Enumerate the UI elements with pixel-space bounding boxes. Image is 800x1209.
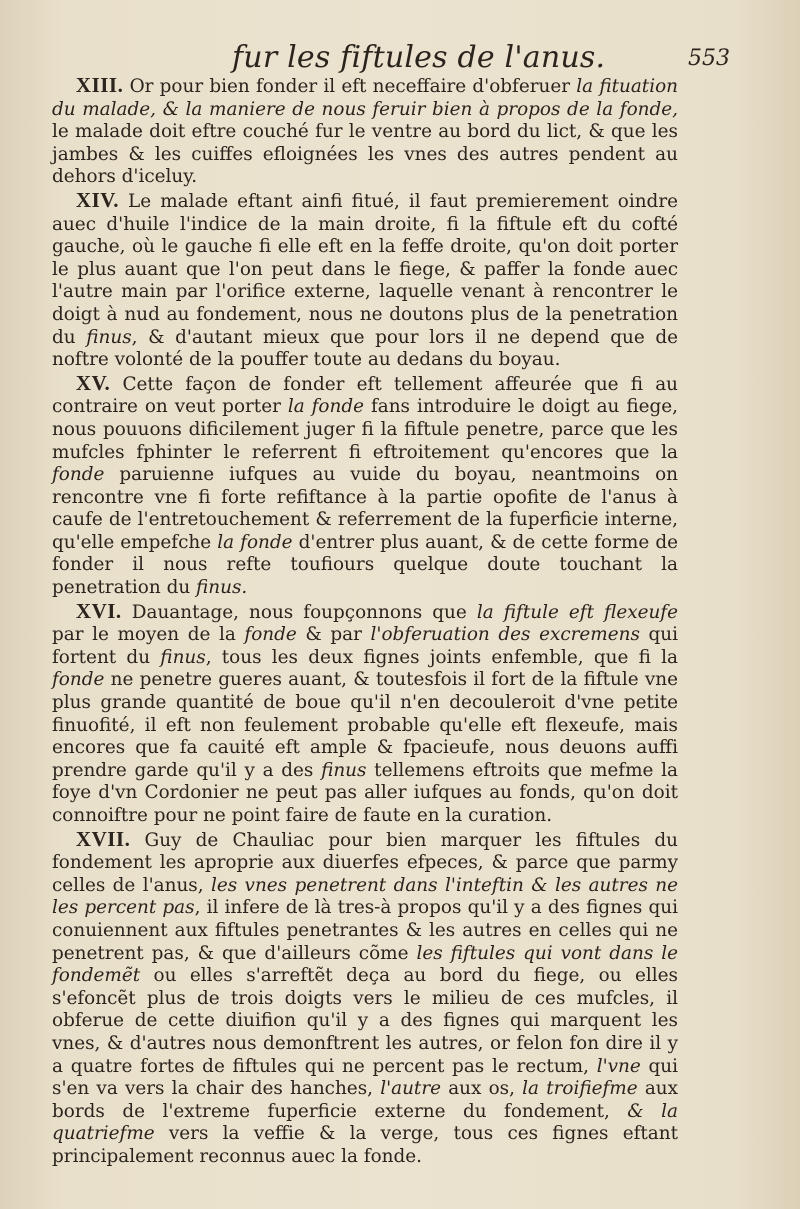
text-run: fans introduire le doigt au fiege, nous pouuons dificilement juger fi la fiftule penetre, parce que les mufcles fphinter le referrent fi eftroitement qu'encores que la [52,396,678,463]
italic-text: finus [321,759,367,781]
italic-text: l'obferuation des excremens [370,624,640,646]
text-run: Dauantage, nous foupçonnons que [121,601,477,623]
text-run: Or pour bien fonder il eft neceffaire d'obferuer [123,76,577,97]
text-run: Cette façon de fonder eft tellement affeurée que fi au contraire on veut porter [52,373,678,418]
paragraph [52,600,678,828]
text-run: , [583,1055,597,1077]
paragraph-number: XV. [75,370,111,395]
italic-text: les vnes penetrent dans l'inteftin & les autres ne les percent pas [52,874,678,919]
text-run: tellemens eftroits que mefme la foye d'vn Cordonier ne peut pas aller iufques au fonds, qu'on doit connoiftre pour ne point faire de faute en la curation. [52,759,678,826]
paragraph-number: XIII. [75,73,124,97]
text-run: paruienne iufques au vuide du boyau, neantmoins on rencontre vne fi forte refiftance à la partie opofite de l'anus à caufe de l'entretouchement & referrement de la fuperficie interne, qu'elle empefche [52,464,678,553]
text-run: , il infere de là tres-à propos qu'il y a des fignes qui conuiennent aux fiftules penetrantes & les autres en celles qui ne penetrent pas, & que d'ailleurs cõme [52,897,679,964]
text-run: aux os, [441,1078,523,1100]
paragraph-number: XIV. [75,187,119,212]
text-run: Guy de Chauliac pour bien marquer les fiftules du fondement les aproprie aux diuerfes efpeces, & parce que parmy celles de l'anus, [52,829,678,896]
italic-text: l'autre [380,1078,441,1100]
italic-text: & la quatriefme [52,1100,678,1145]
page-number: 553 [688,46,730,71]
text-run: , tous les deux fignes joints enfemble, que fi la [205,646,678,668]
text-run: Le malade eftant ainfi fitué, il faut premierement oindre auec d'huile l'indice de la main droite, fi la fiftule eft du cofté gauche, où le gauche fi elle eft en la feffe droite, qu'on doit porter le plus auant que l'on peut dans le fiege, & paffer la fonde auec l'autre main par l'orifice externe, laquelle venant à rencontrer le doigt à nud au fondement, nous ne doutons plus de la penetration du [52,190,678,348]
paragraph [52,372,678,600]
paragraph [52,189,678,372]
text-run: qui s'en va vers la chair des hanches, [52,1055,678,1100]
text-run: ne penetre gueres auant, & toutesfois il fort de la fiftule vne plus grande quantité de boue qu'il n'en decouleroit d'vne petite finuofité, il eft non feulement probable qu'elle eft flexeufe, mais encores que fa cauité eft ample & fpacieufe, nous deuons auffi prendre garde qu'il y a des [52,669,678,781]
italic-text: fonde [244,624,297,646]
text-run: ou elles s'arreftẽt deça au bord du fiege, ou elles s'efoncẽt plus de trois doigts vers le milieu de ces mufcles, il obferue de cette diuifion qu'il y a des fignes qui marquent les vnes, & d'autres nous demonftrent les autres, or felon fon dire il y a quatre fortes de fiftules qui ne percent pas le [52,965,678,1077]
paragraph-number: XVII. [75,826,131,851]
italic-text: la fituation du malade, & la maniere de nous feruir bien à propos de la fonde, [52,76,678,120]
italic-text: finus. [196,577,248,599]
paragraph [52,828,678,1169]
text-run: d'entrer plus auant, & de cette forme de fonder il nous refte toufiours quelque doute touchant la penetration du [52,531,678,599]
italic-text: l'vne [596,1055,641,1077]
text-run: aux bords de l'extreme fuperficie externe du fondement, [52,1078,679,1122]
text-run: le malade doit eftre couché fur le ventre au bord du lict, & que les jambes & les cuiffes efloignées les vnes des autres pendent au dehors d'iceluy. [52,121,678,188]
text-run: par le moyen de la [52,624,245,646]
paragraph-number: XVI. [75,598,122,623]
italic-text: fonde [52,669,105,691]
text-run: & par [296,624,371,646]
text-run: , & d'autant mieux que pour lors il ne depend que de noftre volonté de la pouffer toute au dedans du boyau. [52,326,678,371]
body-text [52,74,678,1169]
running-head: fur les fiftules de l'anus. [232,40,606,75]
italic-text: la troifiefme [522,1078,638,1100]
text-run: rectum [516,1055,584,1077]
italic-text: la fonde [217,531,293,553]
paragraph [52,74,678,189]
italic-text: la fiftule eft flexeufe [476,601,678,623]
text-run: vers la veffie & la verge, tous ces fignes eftant principalement reconnus auec la fonde. [52,1123,678,1167]
italic-text: fonde [52,464,105,486]
italic-text: les fiftules qui vont dans le fondemẽt [52,942,678,987]
italic-text: finus [160,646,206,668]
italic-text: finus [86,326,132,348]
page-header [0,40,800,76]
text-run: qui fortent du [52,624,679,668]
italic-text: la fonde [287,396,364,418]
